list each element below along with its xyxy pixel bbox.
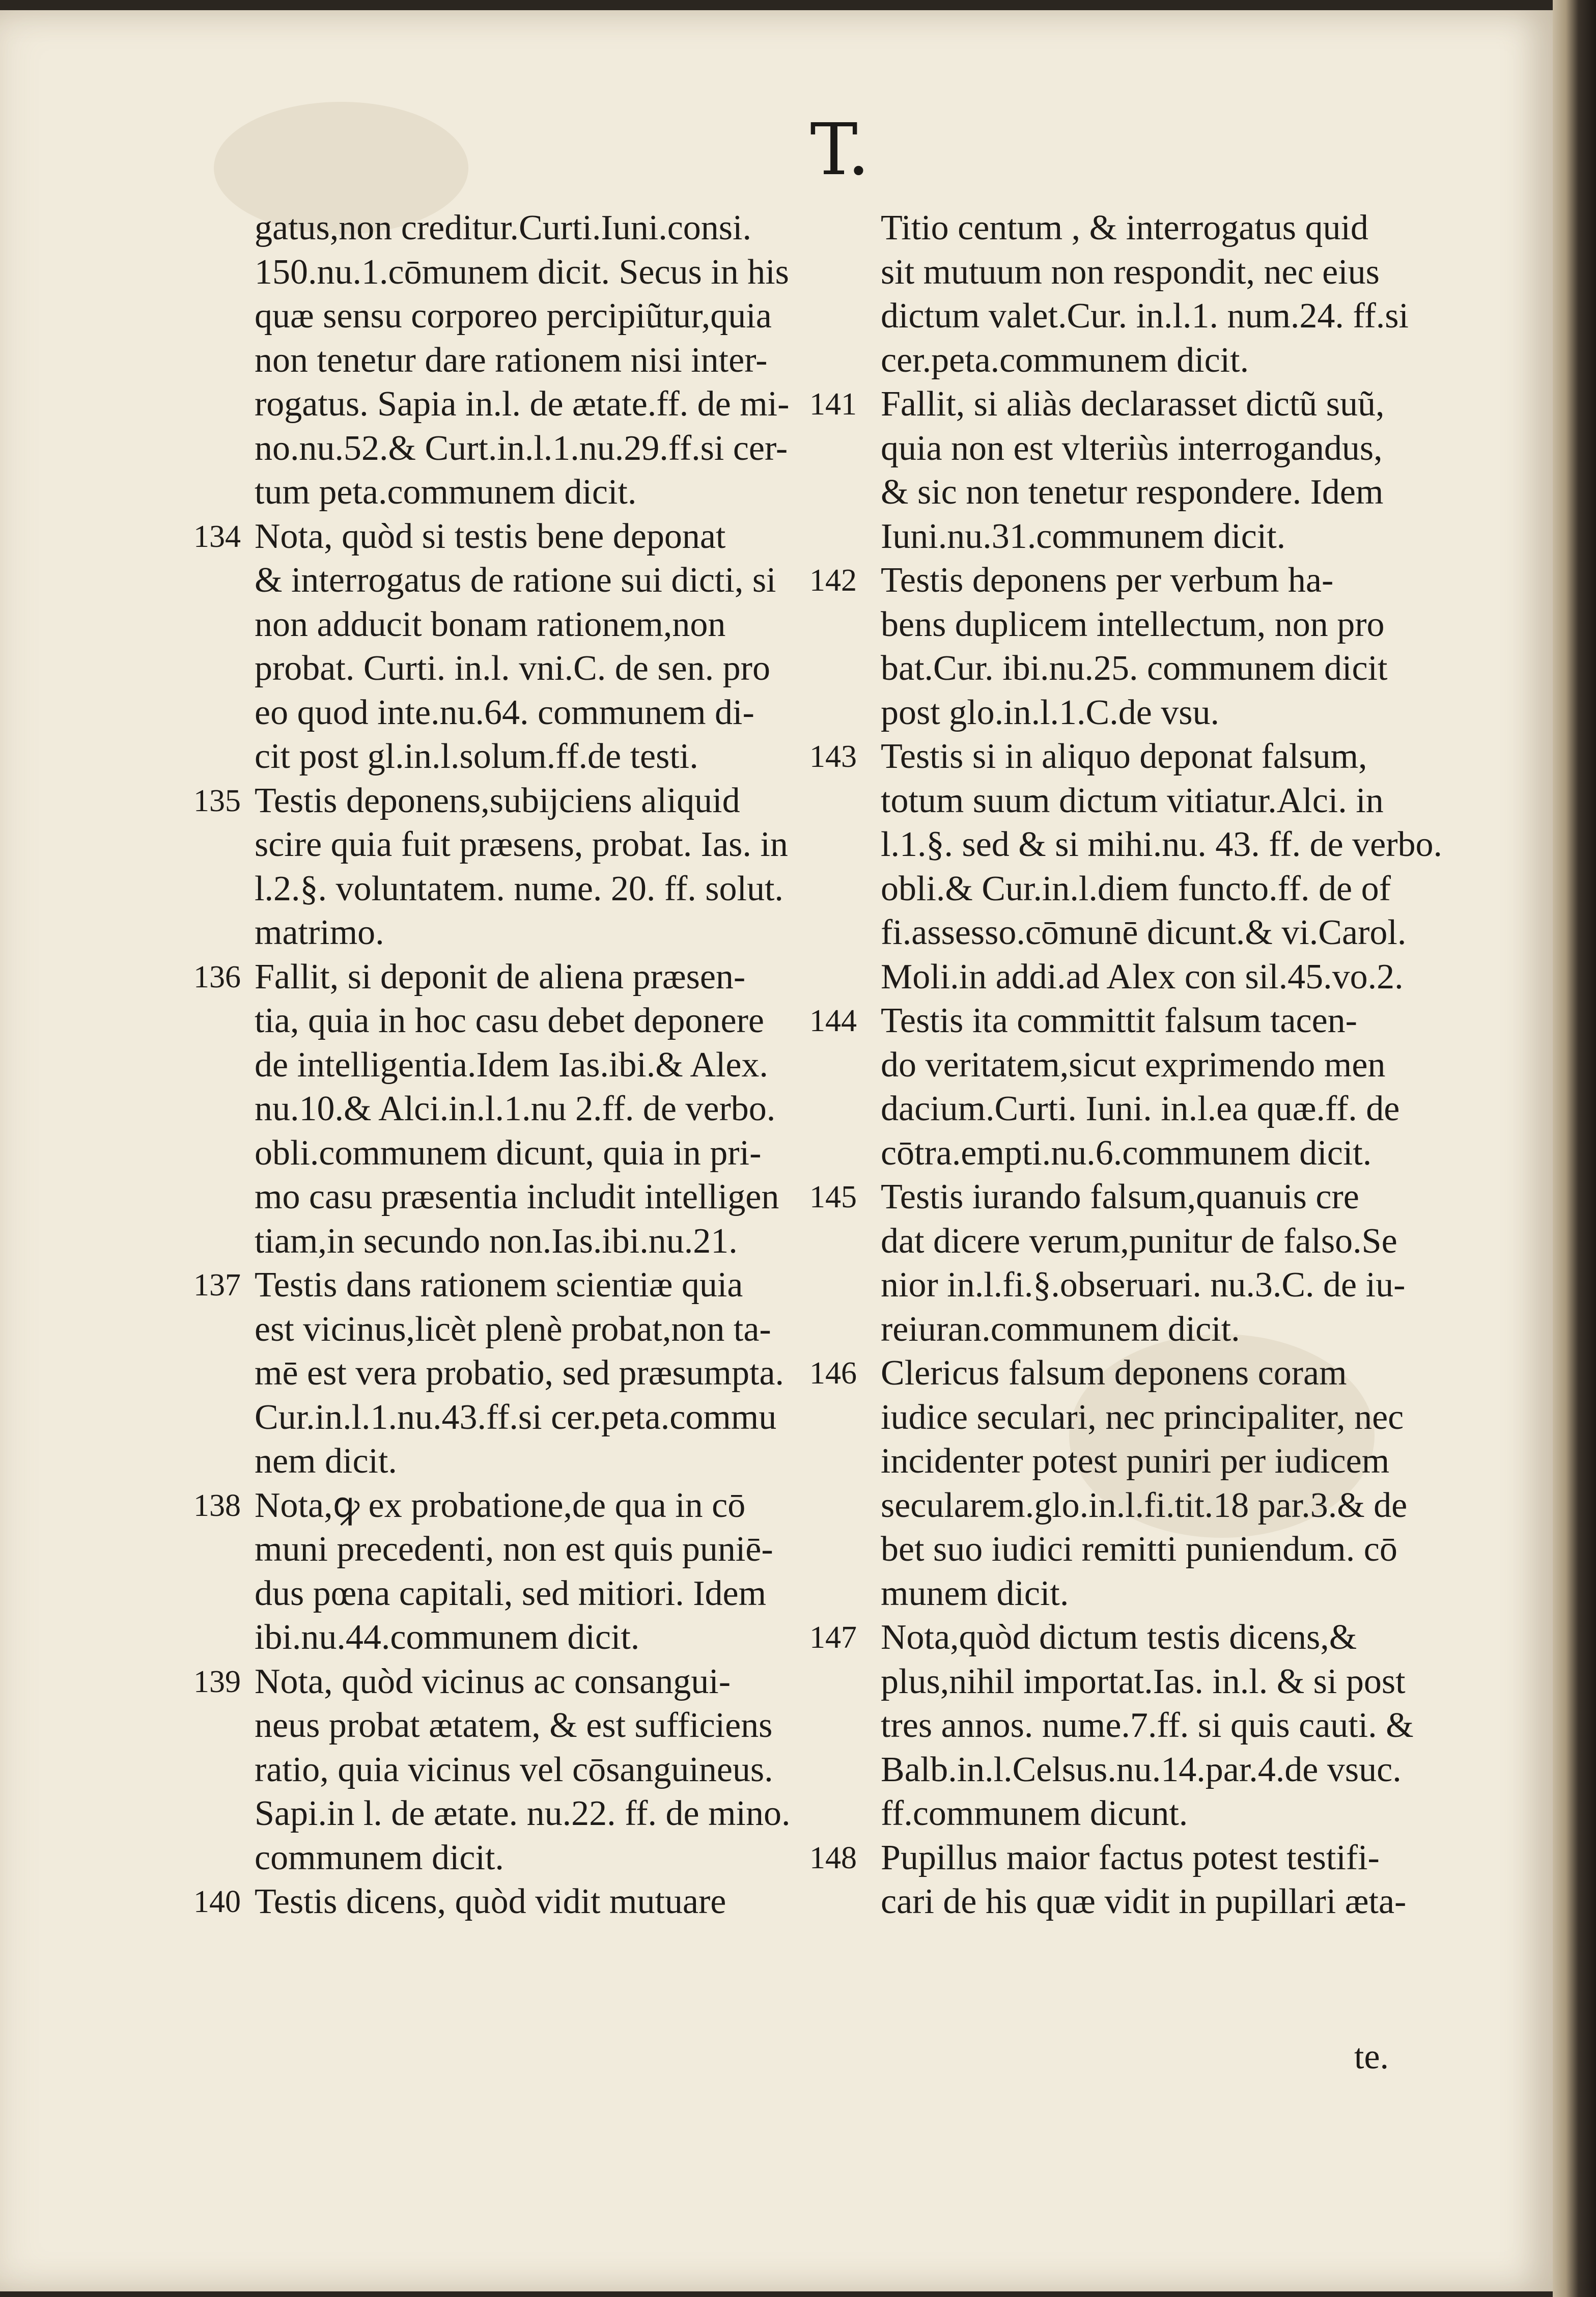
- text-line: [183, 823, 845, 867]
- text-line: [183, 779, 845, 823]
- text-line: [183, 1175, 845, 1220]
- entry-text: Cur.in.l.1.nu.43.ff.si cer.peta.commu: [255, 1397, 777, 1437]
- text-line: non tenetur dare rationem nisi inter-: [255, 340, 768, 380]
- entry-text: scire quia fuit præsens, probat. Ias. in: [255, 825, 788, 864]
- entry-text: nem dicit.: [255, 1442, 397, 1481]
- book-binding-edge: [1553, 0, 1596, 2297]
- entry-text: Balb.in.l.Celsus.nu.14.par.4.de vsuc.: [881, 1750, 1402, 1789]
- right-text-column: [809, 206, 1456, 1924]
- text-line: [809, 1748, 1456, 1792]
- text-line: dictum valet.Cur. in.l.1. num.24. ff.si: [881, 296, 1409, 336]
- entry-text: Nota, quòd vicinus ac consangui-: [255, 1662, 731, 1701]
- entry-number: 143: [809, 739, 857, 774]
- text-line: Titio centum , & interrogatus quid: [881, 208, 1368, 247]
- entry-number: 142: [809, 563, 857, 598]
- entry-number: 144: [809, 1004, 857, 1038]
- entry-text: Sapi.in l. de ætate. nu.22. ff. de mino.: [255, 1794, 791, 1833]
- text-line: [809, 1704, 1456, 1748]
- entry-text: eo quod inte.nu.64. communem di-: [255, 693, 754, 732]
- entry-text: Testis ita committit falsum tacen-: [881, 1001, 1357, 1040]
- entry-number: 138: [193, 1488, 241, 1523]
- entry-text: tres annos. nume.7.ff. si quis cauti. &: [881, 1706, 1414, 1745]
- text-line: [183, 1528, 845, 1572]
- entry-text: Fallit, si aliàs declarasset dictũ suũ,: [881, 384, 1385, 424]
- text-line: [809, 867, 1456, 911]
- entry-text: cōtra.empti.nu.6.communem dicit.: [881, 1133, 1372, 1173]
- entry-text: bens duplicem intellectum, non pro: [881, 604, 1385, 644]
- entry-number: 148: [809, 1840, 857, 1875]
- text-line: [183, 559, 845, 603]
- page-header-letter: T.: [810, 108, 870, 191]
- numbered-entry: [809, 382, 1456, 559]
- entry-text: & interrogatus de ratione sui dicti, si: [255, 561, 776, 600]
- entry-text: fi.assesso.cōmunē dicunt.& vi.Carol.: [881, 913, 1407, 952]
- entry-text: tia, quia in hoc casu debet deponere: [255, 1001, 764, 1040]
- text-line: [183, 1308, 845, 1352]
- numbered-entry: [809, 1616, 1456, 1836]
- numbered-entry: [809, 1175, 1456, 1351]
- numbered-entry: [183, 779, 845, 955]
- text-line: [809, 1616, 1456, 1660]
- text-line: [183, 955, 845, 1000]
- entry-text: Nota,quòd dictum testis dicens,&: [881, 1618, 1357, 1657]
- numbered-entry: [183, 515, 845, 779]
- entry-text: nu.10.& Alci.in.l.1.nu 2.ff. de verbo.: [255, 1089, 776, 1128]
- continued-paragraph: [809, 206, 1456, 382]
- entry-text: & sic non tenetur respondere. Idem: [881, 473, 1384, 512]
- entry-text: obli.& Cur.in.l.diem functo.ff. de of: [881, 869, 1391, 908]
- entry-text: dat dicere verum,punitur de falso.Se: [881, 1221, 1397, 1261]
- text-line: [809, 471, 1456, 515]
- entry-number: 134: [193, 519, 241, 554]
- text-line: [809, 1880, 1456, 1924]
- entry-text: mo casu præsentia includit intelligen: [255, 1177, 779, 1216]
- entry-text: ff.communem dicunt.: [881, 1794, 1188, 1833]
- entry-number: 140: [193, 1885, 241, 1919]
- entry-text: totum suum dictum vitiatur.Alci. in: [881, 781, 1384, 820]
- numbered-entry: [183, 1484, 845, 1660]
- text-line: [809, 1263, 1456, 1308]
- text-line: [809, 515, 1456, 559]
- entry-text: incidenter potest puniri per iudicem: [881, 1442, 1390, 1481]
- catchword: te.: [1354, 2037, 1389, 2077]
- entry-text: Testis dans rationem scientiæ quia: [255, 1265, 743, 1305]
- text-line: [809, 1131, 1456, 1176]
- text-line: [809, 559, 1456, 603]
- text-line: [183, 603, 845, 647]
- entry-number: 139: [193, 1664, 241, 1699]
- numbered-entry: [809, 999, 1456, 1175]
- numbered-entry: [809, 559, 1456, 735]
- entry-text: muni precedenti, non est quis puniē-: [255, 1530, 773, 1569]
- entry-text: dacium.Curti. Iuni. in.l.ea quæ.ff. de: [881, 1089, 1400, 1128]
- text-line: [183, 1087, 845, 1131]
- text-line: rogatus. Sapia in.l. de ætate.ff. de mi-: [255, 384, 790, 424]
- text-line: [809, 427, 1456, 471]
- entry-text: iudice seculari, nec principaliter, nec: [881, 1397, 1404, 1437]
- text-line: [809, 1836, 1456, 1880]
- entry-text: bet suo iudici remitti puniendum. cō: [881, 1530, 1397, 1569]
- numbered-entry: [183, 1660, 845, 1880]
- text-line: [183, 691, 845, 735]
- text-line: [809, 911, 1456, 955]
- entry-text: Testis deponens per verbum ha-: [881, 561, 1334, 600]
- entry-text: do veritatem,sicut exprimendo men: [881, 1045, 1386, 1085]
- entry-text: de intelligentia.Idem Ias.ibi.& Alex.: [255, 1045, 768, 1085]
- text-line: sit mutuum non respondit, nec eius: [881, 252, 1380, 292]
- text-line: [183, 867, 845, 911]
- text-line: [809, 999, 1456, 1043]
- numbered-entry: [809, 1836, 1456, 1924]
- entry-text: Moli.in addi.ad Alex con sil.45.vo.2.: [881, 957, 1404, 997]
- entry-text: munem dicit.: [881, 1573, 1069, 1613]
- entry-text: est vicinus,licèt plenè probat,non ta-: [255, 1309, 771, 1349]
- text-line: tum peta.communem dicit.: [255, 473, 637, 512]
- entry-text: post glo.in.l.1.C.de vsu.: [881, 693, 1220, 732]
- entry-text: l.2.§. voluntatem. nume. 20. ff. solut.: [255, 869, 783, 908]
- entry-text: cit post gl.in.l.solum.ff.de testi.: [255, 737, 698, 776]
- text-line: [183, 1484, 845, 1528]
- entry-number: 146: [809, 1356, 857, 1391]
- entry-text: Nota, quòd si testis bene deponat: [255, 516, 726, 556]
- entry-text: Testis si in aliquo deponat falsum,: [881, 737, 1367, 776]
- entry-number: 135: [193, 783, 241, 818]
- text-line: [809, 691, 1456, 735]
- numbered-entry: [809, 1351, 1456, 1616]
- numbered-entry: [183, 955, 845, 1264]
- entry-text: Pupillus maior factus potest testifi-: [881, 1838, 1380, 1877]
- text-line: [809, 1175, 1456, 1220]
- entry-text: Clericus falsum deponens coram: [881, 1353, 1347, 1393]
- text-line: [183, 1572, 845, 1616]
- entry-text: neus probat ætatem, & est sufficiens: [255, 1706, 773, 1745]
- text-line: [809, 382, 1456, 427]
- text-line: [809, 735, 1456, 779]
- text-line: [183, 1616, 845, 1660]
- entry-text: matrimo.: [255, 913, 384, 952]
- entry-text: l.1.§. sed & si mihi.nu. 43. ff. de verbo.: [881, 825, 1443, 864]
- text-line: [183, 1043, 845, 1088]
- entry-number: 145: [809, 1180, 857, 1214]
- entry-number: 141: [809, 387, 857, 422]
- text-line: [809, 1220, 1456, 1264]
- text-line: [183, 911, 845, 955]
- entry-text: probat. Curti. in.l. vni.C. de sen. pro: [255, 649, 770, 688]
- entry-text: quia non est vlteriùs interrogandus,: [881, 428, 1383, 468]
- entry-text: communem dicit.: [255, 1838, 504, 1877]
- text-line: [809, 1087, 1456, 1131]
- entry-text: tiam,in secundo non.Ias.ibi.nu.21.: [255, 1221, 738, 1261]
- text-line: [183, 735, 845, 779]
- continued-paragraph: [183, 206, 845, 515]
- entry-text: Fallit, si deponit de aliena præsen-: [255, 957, 746, 997]
- entry-text: Testis iurando falsum,quanuis cre: [881, 1177, 1359, 1216]
- text-line: [183, 999, 845, 1043]
- text-line: [809, 1660, 1456, 1704]
- text-line: [183, 1748, 845, 1792]
- text-line: [183, 515, 845, 559]
- entry-text: cari de his quæ vidit in pupillari æta-: [881, 1882, 1407, 1921]
- text-line: cer.peta.communem dicit.: [881, 340, 1249, 380]
- text-line: [809, 1484, 1456, 1528]
- entry-text: mē est vera probatio, sed præsumpta.: [255, 1353, 785, 1393]
- text-line: [183, 1660, 845, 1704]
- text-line: [809, 1528, 1456, 1572]
- numbered-entry: [809, 735, 1456, 999]
- entry-text: plus,nihil importat.Ias. in.l. & si post: [881, 1662, 1406, 1701]
- entry-text: Testis deponens,subijciens aliquid: [255, 781, 740, 820]
- left-text-column: [183, 206, 845, 1924]
- entry-text: ratio, quia vicinus vel cōsanguineus.: [255, 1750, 773, 1789]
- entry-text: non adducit bonam rationem,non: [255, 604, 726, 644]
- text-line: [809, 1308, 1456, 1352]
- text-line: gatus,non creditur.Curti.Iuni.consi.: [255, 208, 751, 247]
- entry-text: obli.communem dicunt, quia in pri-: [255, 1133, 762, 1173]
- text-line: [183, 1396, 845, 1440]
- entry-text: bat.Cur. ibi.nu.25. communem dicit: [881, 649, 1388, 688]
- text-line: 150.nu.1.cōmunem dicit. Secus in his: [255, 252, 789, 292]
- text-line: [183, 1131, 845, 1176]
- text-line: [809, 1440, 1456, 1484]
- entry-text: reiuran.communem dicit.: [881, 1309, 1240, 1349]
- text-line: [183, 1792, 845, 1836]
- text-line: [809, 1043, 1456, 1088]
- entry-text: dus pœna capitali, sed mitiori. Idem: [255, 1573, 767, 1613]
- text-line: [183, 1351, 845, 1396]
- entry-text: Iuni.nu.31.communem dicit.: [881, 516, 1286, 556]
- entry-number: 137: [193, 1268, 241, 1303]
- entry-number: 136: [193, 959, 241, 994]
- entry-text: secularem.glo.in.l.fi.tit.18 par.3.& de: [881, 1485, 1408, 1525]
- text-line: [809, 823, 1456, 867]
- text-line: [809, 1396, 1456, 1440]
- text-line: [809, 603, 1456, 647]
- entry-text: ibi.nu.44.communem dicit.: [255, 1618, 640, 1657]
- numbered-entry: [183, 1880, 845, 1924]
- text-line: no.nu.52.& Curt.in.l.1.nu.29.ff.si cer-: [255, 428, 788, 468]
- entry-number: 147: [809, 1620, 857, 1655]
- numbered-entry: [183, 1263, 845, 1484]
- text-line: [183, 1836, 845, 1880]
- entry-text: Testis dicens, quòd vidit mutuare: [255, 1882, 726, 1921]
- text-line: [183, 1880, 845, 1924]
- text-line: [809, 779, 1456, 823]
- text-line: [809, 647, 1456, 691]
- entry-text: nior in.l.fi.§.obseruari. nu.3.C. de iu-: [881, 1265, 1406, 1305]
- book-page: [0, 10, 1553, 2291]
- text-line: [183, 1263, 845, 1308]
- text-line: [809, 955, 1456, 1000]
- entry-text: Nota,ꝙ ex probatione,de qua in cō: [255, 1485, 746, 1525]
- text-line: quæ sensu corporeo percipiũtur,quia: [255, 296, 772, 336]
- text-line: [809, 1351, 1456, 1396]
- text-line: [183, 1704, 845, 1748]
- text-line: [809, 1792, 1456, 1836]
- text-line: [183, 1220, 845, 1264]
- text-line: [183, 1440, 845, 1484]
- text-line: [183, 647, 845, 691]
- text-line: [809, 1572, 1456, 1616]
